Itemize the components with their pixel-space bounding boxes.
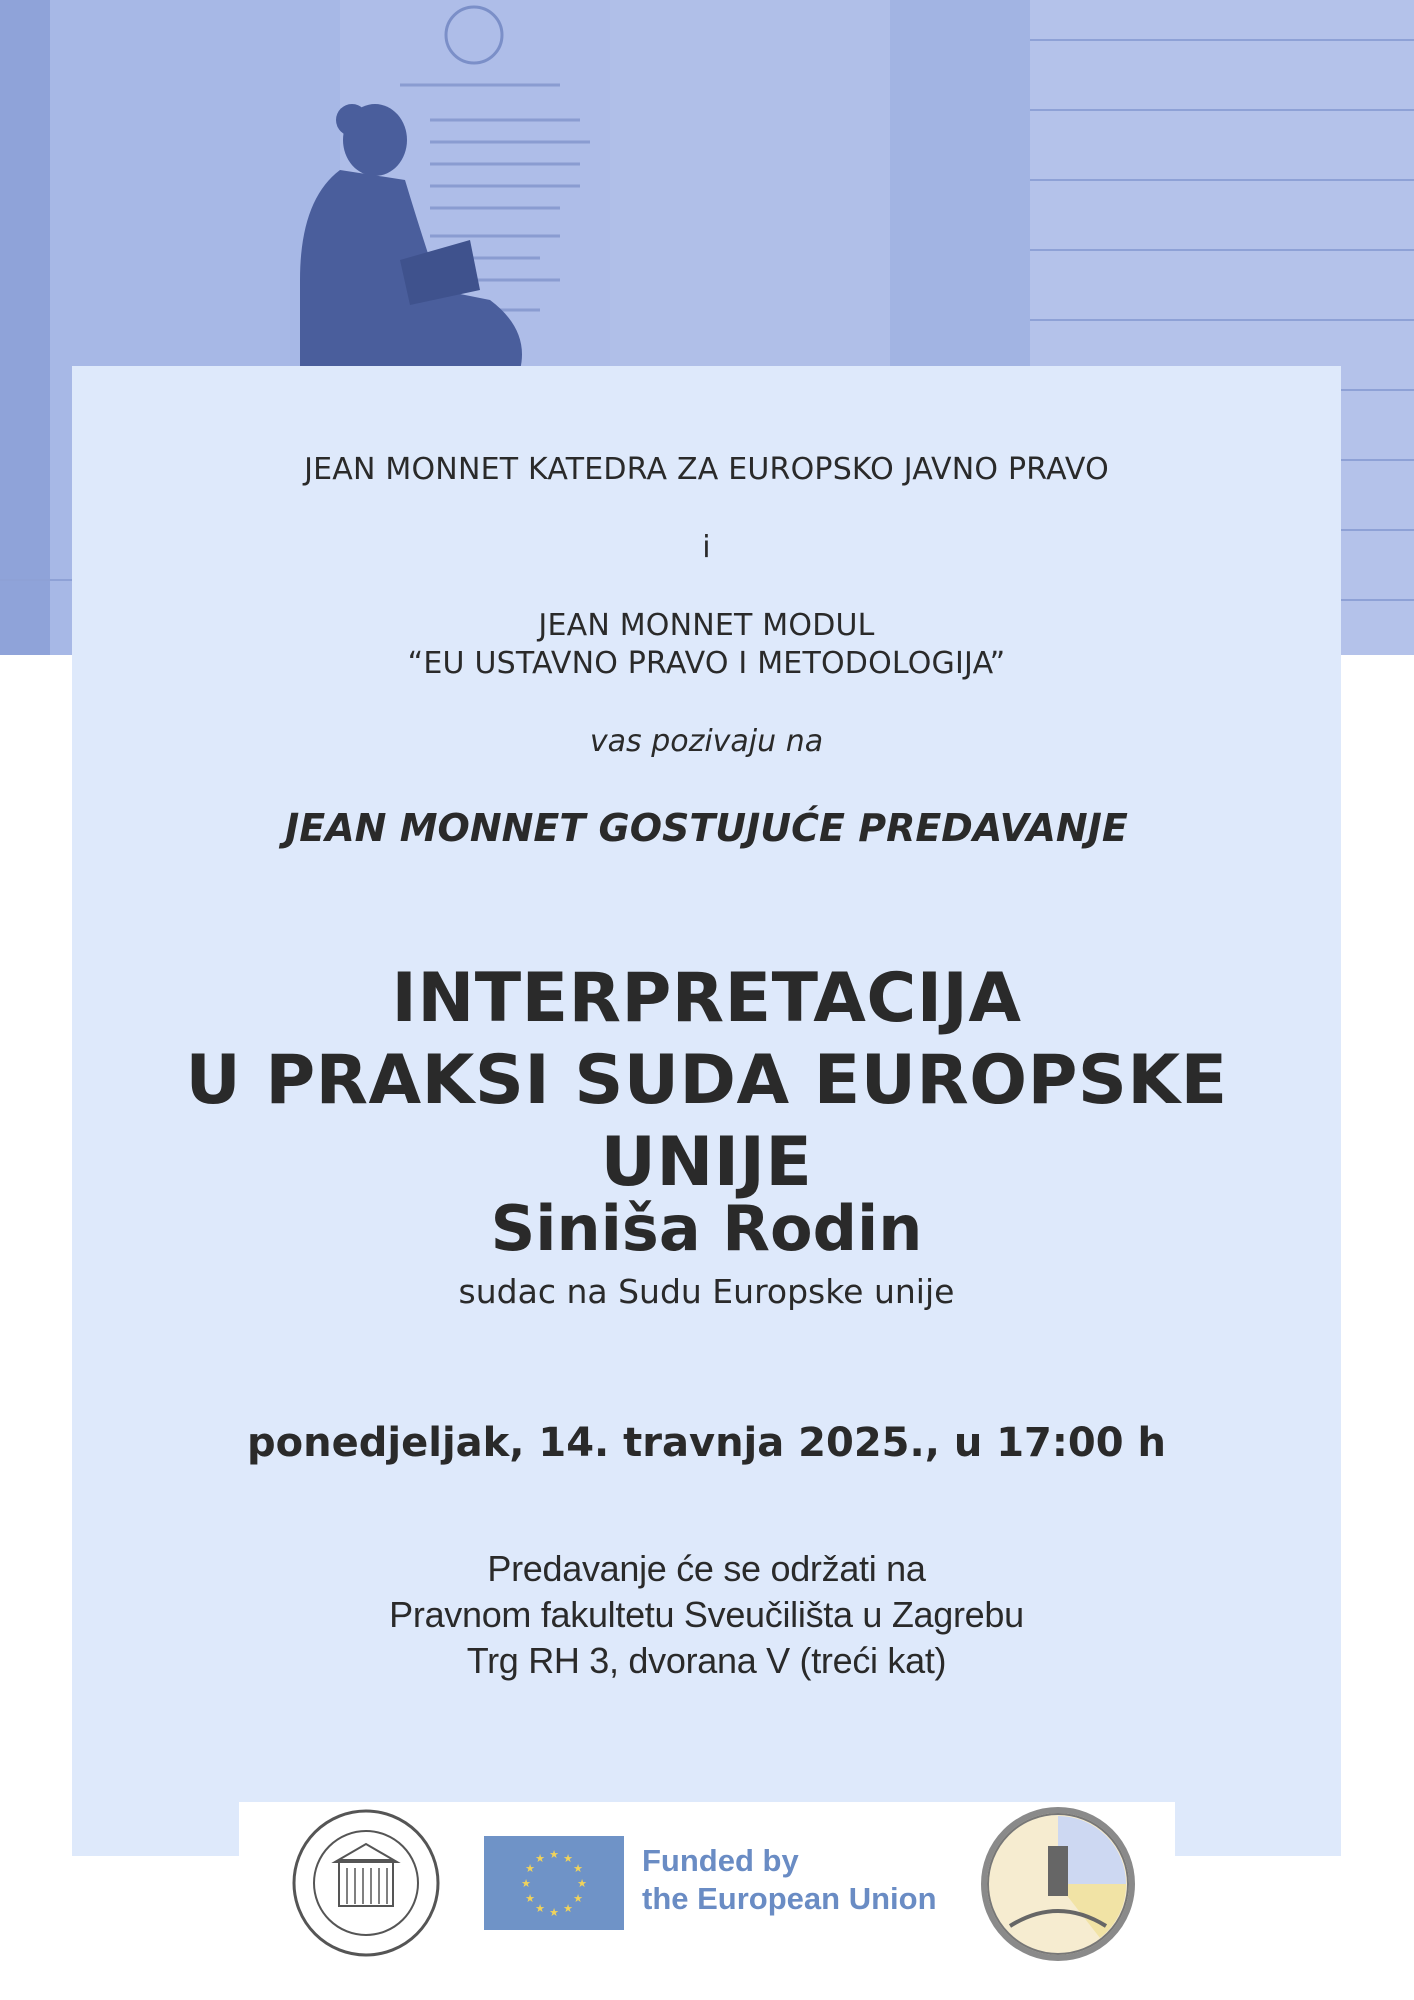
- svg-text:★: ★: [525, 1892, 535, 1905]
- organizer-module-name: JEAN MONNET MODUL: [538, 608, 875, 643]
- lecture-title-line2: U PRAKSI SUDA EUROPSKE UNIJE: [185, 1041, 1228, 1202]
- eu-flag-icon: [484, 1836, 624, 1930]
- invitation-text: vas pozivaju na: [589, 724, 824, 759]
- svg-text:★: ★: [521, 1877, 531, 1890]
- organizer-chair: JEAN MONNET KATEDRA ZA EUROPSKO JAVNO PRAVO: [304, 452, 1109, 487]
- lecture-title-line1: INTERPRETACIJA: [391, 959, 1022, 1038]
- svg-text:★: ★: [549, 1906, 559, 1919]
- svg-text:★: ★: [535, 1902, 545, 1915]
- venue-line1: Predavanje će se održati na: [487, 1548, 926, 1589]
- svg-text:★: ★: [563, 1902, 573, 1915]
- organizer-module-title: “EU USTAVNO PRAVO I METODOLOGIJA”: [407, 646, 1006, 681]
- svg-text:★: ★: [573, 1892, 583, 1905]
- svg-text:★: ★: [577, 1877, 587, 1890]
- svg-text:★: ★: [573, 1862, 583, 1875]
- svg-text:★: ★: [525, 1862, 535, 1875]
- speaker-role: sudac na Sudu Europske unije: [458, 1272, 955, 1311]
- university-seal-logo: [291, 1808, 441, 1958]
- zagreb-seal-logo: [980, 1806, 1136, 1962]
- eu-funding-line1: Funded by: [642, 1843, 799, 1878]
- invitation-card: [72, 366, 1341, 1856]
- svg-text:★: ★: [535, 1852, 545, 1865]
- conjunction: i: [702, 530, 711, 565]
- eu-funding-line2: the European Union: [642, 1881, 937, 1916]
- venue-line2: Pravnom fakultetu Sveučilišta u Zagrebu: [389, 1594, 1024, 1635]
- event-datetime: ponedjeljak, 14. travnja 2025., u 17:00 h: [247, 1420, 1166, 1466]
- svg-text:★: ★: [549, 1848, 559, 1861]
- svg-text:★: ★: [563, 1852, 573, 1865]
- lecture-series: JEAN MONNET GOSTUJUĆE PREDAVANJE: [285, 806, 1128, 850]
- venue-line3: Trg RH 3, dvorana V (treći kat): [466, 1640, 947, 1681]
- speaker-name: Siniša Rodin: [490, 1192, 923, 1265]
- eu-funding-text: [642, 1842, 937, 1918]
